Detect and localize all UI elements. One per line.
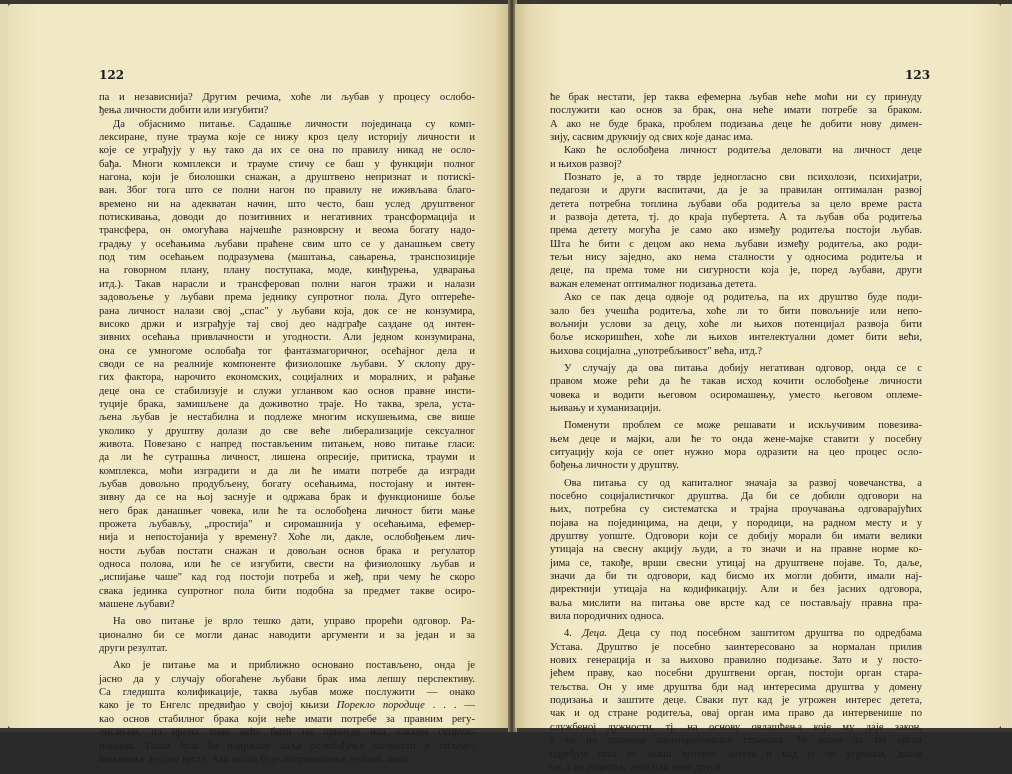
paragraph [99,91,475,118]
text-line: комплекса, моћи изградити и да ли ће имати потребе да изгради [99,465,475,477]
text-line: задовољење у љубави према једнику супротног пола. Дуго оптереће- [99,292,475,304]
text-line: Ако се пак деца одвоје од родитеља, па их друштво буде поди- [564,292,922,304]
text-line: он, а не родитељ, дете или неко други. [550,761,724,773]
text-line: друштву уопште. Одговори који се добију морали би имати велики [550,531,922,542]
text-line: нија и непостојанија у времену? Хоће ли, дакле, ослобођењем лич- [99,532,475,544]
text-line: Ако је питање ма и приближно основано постављено, онда је [113,660,475,672]
text-line: Са гледишта колификације, таква љубав може послужити — онако [99,687,475,699]
text-line: нагона, који је биолошки снажан, а друштвено непризнат и потискi- [99,172,475,184]
text-line: утицаја на свесну акцију људи, а то значи и на правне норме ко- [550,544,922,556]
text-line: лисањем, па према томе неће бити ни принуде над таквим супруж- [99,727,475,739]
text-line: итд.). Такав нарасли и трансфероваn полни нагон тражи и налази [99,278,475,290]
text-line: на говорном плану, плану поступака, моде, кинђурења, удварања [99,265,475,277]
text-line: „испијање чаше" кад год постоји потреба и жеђ, при чему ће скоро [99,572,475,584]
text-line: Поменути проблем се може решавати и искључивим повезива- [564,420,922,432]
text-line: бођења личности у друштву. [550,460,679,472]
text-line: љена љубав је нестабилна и подлеже многим искушењима, све више [99,412,475,424]
text-line: рана личност налази свој „спас" у љубави која, док се не конзумира, [99,305,475,317]
paragraph [99,118,475,612]
text-line: њих, потребна су систематска и трајна проучавања одговарајућих [550,504,922,516]
text-line: подизања и заштите деце. Сваки пут кад је угрожен интерес детета, [550,695,922,707]
text-line: зивну да се на њој заснује и одржава брак и функционише боље [99,492,475,504]
paragraph [550,291,922,358]
text-line: боље искоришћен, хоће ли њихов интелектуални домет бити већи, [550,332,922,344]
text-line: детета потребна топлина љубави оба родитеља за цело време раста [550,198,922,210]
text-line: машене љубави? [99,599,175,611]
left-page-text [99,91,475,766]
text-line: одређује шта то значи интерес детета и кад је он угрожен, дакле [550,748,922,760]
text-line: А ако не буде брака, проблем подизања деце ће добити нову димен- [550,118,922,130]
text-line: правом може рећи да ће такав исход кочити ослобођење личности [550,376,922,388]
text-line: лексиране, пуне траума које се нижу кроз целу историју личности и [99,132,475,144]
text-line: њем деце и мајки, али ће то онда жене-мајке ставити у посебну [550,433,922,445]
text-line: живота. Повезано с напред постављеним питањем, ново питање гласи: [99,438,475,450]
text-line: њихова социјална „употребљивост" већа, итд.? [550,345,763,357]
text-line: послужити као основ за брак, она неће имати потребе за браком. [550,105,922,117]
text-line: уколико у друштву долази до све веће либерализације сексуалног [99,425,475,437]
text-line: и њихов развој? [550,158,622,170]
text-line: ваља мислити на питања ове врсте кад се постављају правна пра- [550,597,922,609]
text-line: потискивања, доводи до позитивних и негативних трансформација и [99,212,475,224]
text-line: под тим осећањем подразумева (маштања, сањарења, транспозиције [99,252,475,264]
text-line: вољнији услови за децу, хоће ли њихов потенцијал развоја бити [550,318,922,330]
text-line: односа полова, или ће се изгубити, свести на физиолошку љубав и [99,559,475,571]
text-line: него брак данашњег човека, или ће та ослобођена личност бити мање [99,505,475,517]
text-line: па и независнија? Другим речима, хоће ли љубав у процесу ослобо- [99,92,475,103]
text-line: а не на тражење заинтересованих странака. То значи да тај орган [550,735,922,747]
text-line: и развоја детета, тј. до краја пубертета. А та љубав оба родитеља [550,212,922,224]
text-line: трансфера, он омогућава најчешће разноврсну и веома богату надо- [99,225,475,237]
text-line: јећем праву, као посебни друштвени орган, постоји орган стара- [550,668,922,680]
text-line: значи да би ти одговори, кад бисмо их могли добити, имали нај- [550,571,922,583]
text-line: зивних осећања привлачности и угодности. Али једном конзумирана, [99,332,475,344]
text-line: јима се, такође, врши свесни утицај на друштвене појаве. То, даље, [550,557,922,569]
right-page [515,4,1001,773]
paragraph [99,615,475,655]
text-line: вила породичних односа. [550,611,665,623]
text-line: туције брака, замишљене да доживотно траје. Но таква, зрела, уста- [99,398,475,410]
text-line: Шта ће бити с децом ако нема љубави између родитеља, ако роди- [550,238,922,250]
text-line: које се уграђују у њу тако да их се она по правилу никад не осло- [99,145,475,157]
text-line: свака јединка супротног пола бити подобна за предмет такве осиро- [99,585,475,597]
right-page-number: 123 [905,68,931,82]
text-line: Ова питања су од капиталног значаја за развој човечанства, а [564,477,922,489]
text-line: зало без учешћа родитеља, хоће ли то бити повољније или непо- [550,305,922,317]
text-line: тељи нису заједно, ако нема сталности у односима родитеља и [550,252,922,264]
text-line: зију, сасвим друкчију од свих које данас има. [550,132,754,144]
text-line: као основ стабилног брака који неће имати потребе за правним регу- [99,713,475,725]
text-line: бађа. Многи комплекси и трауме стичу се баш у функцији полног [99,158,475,170]
text-line: У случају да ова питања добију негативан одговор, онда се с [564,362,922,374]
text-line: ван. Због тога што се полни нагон по правилу не иживљава благо- [99,185,475,197]
text-line: како је то Енгелс предвиђао у својој књизи Порекло породице . . . — [99,700,475,712]
paragraph [550,171,922,291]
paragraph [550,91,922,144]
text-line: деце она се стабилизује и служи угланвом као основ правне инсти- [99,385,475,397]
text-line: посебно социјалистичког друштва. Да би се добили одговори на [550,490,922,502]
text-line: Устава. Друштво је посебно заинтересовано за нормалан прилив [550,641,922,653]
text-line: ности љубав постати снажан и довољан основ брака и регулатор [99,545,475,557]
text-line: своди се на реалније компоненте физиолошке љубави. У склопу дру- [99,358,475,370]
right-page-text [550,91,922,774]
text-line: да ли ће сутрашња личност, лишена опресије, притиска, трауми и [99,452,475,464]
text-line: ситуацију која се опет нужно мора одразити на цео процес осло- [550,446,922,458]
text-line: појава на појединцима, на деци, у породици, на радном месту и у [550,517,922,529]
text-line: Познато је, а то тврде једногласно сви психолози, психијатри, [564,172,922,184]
left-page-number: 122 [99,68,125,82]
left-page [8,4,510,765]
right-page-edges [1001,4,1012,728]
text-line: На ово питање је врло тешко дати, управо прорећи одговор. Ра- [113,616,475,628]
paragraph [550,477,922,624]
paragraph [99,659,475,766]
text-line: ђења личности добити или изгубити? [99,105,269,117]
text-line: директнији утицаја на кодификацију. Али и без јасних одговора, [550,584,922,596]
text-line: човека и водити његовом осиромашењу, уместо његовом оплеме- [550,389,922,401]
text-line: јасно да у случају обогаћене љубави брак има лепшу перспективу. [99,673,475,685]
paragraph [550,362,922,415]
paragraph [550,419,922,472]
text-line: деце, па према томе ни сигурности која је, поред љубави, други [550,265,922,277]
text-line: гих фактора, нарочито економских, социјалних и моралних, и рађање [99,372,475,384]
text-line: градњу у осећањима љубави праћене свим што се у данашњем свету [99,238,475,250]
text-line: тељства. Он у име друштва бди над интересима друштва у домену [550,681,922,693]
text-line: други резултат. [99,643,168,655]
text-line: времено ни на адекватан начин, што често, баш услед друштвеног [99,198,475,210]
text-line: Како ће ослобођена личност родитеља деловати на личност деце [564,145,922,157]
text-line: нових генерација и за њихово правилно подизање. Зато и у посто- [550,655,922,667]
paragraph [550,144,922,171]
text-line: чак и од стране родитеља, овај орган има право да интервенише по [550,708,922,720]
text-line: Да објаснимо питање. Садашње личности појединаца су комп- [113,118,475,130]
text-line: педагози и други васпитачи, да је за правилан оптималан развој [550,185,922,197]
paragraph [550,627,922,774]
text-line: према детету могућа је само ако између родитеља постоји љубав. [550,225,922,237]
text-line: важан елеменат оптималног подизања детета. [550,278,757,290]
text-line: 4. Деца. Деца су под посебном заштитом друштва по одредбама [564,628,923,640]
text-line: ционално би се могли данас наводити аргументи и за један и за [99,629,475,641]
text-line: високо држи и изграђује тај свој део надграђе саздане од интен- [99,318,475,330]
left-page-edges [0,4,8,728]
text-line: она се умногоме ослобађа тог фантазмагоричног, осећајног дела и [99,345,475,357]
text-line: љубав довољно продубљену, богату осећањима, постојану и интен- [99,478,475,490]
text-line: ницима. Такав брак ће подржати даље ослобођење личности и оплеме- [99,740,475,752]
text-line: службеној дужности, тј. на основу овлашћења које му даје закон, [550,721,922,733]
text-line: њивању и хуманизацији. [550,402,662,414]
text-line: мењавање људске врсте. Ако исход буде осиромашење љубави, онда [99,753,408,765]
text-line: прожета љубављу, „простија" и сиромашнија у осећањима, ефемер- [99,519,475,530]
text-line: ће брак нестати, јер таква ефемерна љубав неће моћи ни су принуду [550,92,922,103]
